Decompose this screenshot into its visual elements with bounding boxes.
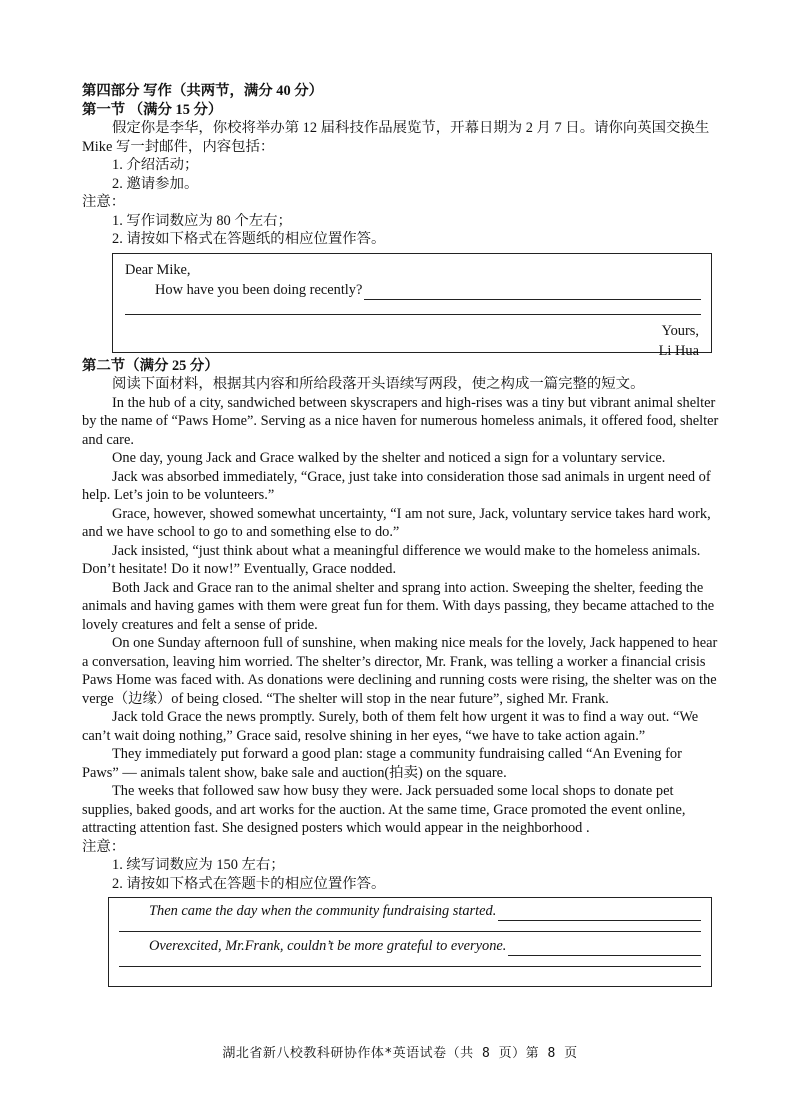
letter-blank-line[interactable]	[125, 300, 701, 315]
section1-point-1: 1. 介绍活动；	[112, 157, 199, 173]
section1-notice-2: 2. 请按如下格式在答题纸的相应位置作答。	[112, 231, 386, 247]
story-paragraph: Jack insisted, “just think about what a meaningful difference we would make to the homeless animals. Don’t hesitate! Do it now!” Eventually, Grace nodded.	[82, 542, 701, 577]
continuation-blank-line-2[interactable]	[119, 956, 701, 967]
letter-opener: How have you been doing recently?	[155, 281, 363, 298]
letter-opener-row	[125, 280, 701, 300]
letter-signature: Li Hua	[658, 342, 699, 359]
story-paragraph: They immediately put forward a good plan: stage a community fundraising called “An Evening for Paws” — animals talent show, bake sale and auction(拍卖) on the square.	[82, 746, 682, 781]
section2-notice-2: 2. 请按如下格式在答题卡的相应位置作答。	[112, 875, 386, 892]
story-paragraph: One day, young Jack and Grace walked by the shelter and noticed a sign for a voluntary service.	[112, 450, 666, 466]
continuation-opener-row-2	[119, 937, 701, 956]
section2-title: 第二节（满分 25 分）	[82, 357, 219, 374]
section1-title: 第一节 （满分 15 分）	[82, 101, 223, 118]
story-paragraph: In the hub of a city, sandwiched between skyscrapers and high-rises was a tiny but vibrant animal shelter by the name of “Paws Home”. Serving as a nice haven for numerous homeless animals, it offered food, shelter and care.	[82, 394, 719, 448]
section1-prompt: 假定你是李华，你校将举办第 12 届科技作品展览节，开幕日期为 2 月 7 日。请你向英国交换生 Mike 写一封邮件，内容包括：	[82, 120, 710, 155]
story-paragraph: Both Jack and Grace ran to the animal shelter and sprang into action. Sweeping the shelter, feeding the animals and having games with them were great fun for them. With days passing, they became attached to the lovely creatures and felt a sense of pride.	[82, 579, 715, 633]
letter-closing: Yours,	[661, 322, 699, 339]
exam-page	[82, 82, 722, 987]
part-title: 第四部分 写作（共两节，满分 40 分）	[82, 83, 324, 99]
continuation-opener-2: Overexcited, Mr.Frank, couldn’t be more grateful to everyone.	[149, 938, 507, 954]
section1-point-2: 2. 邀请参加。	[112, 175, 199, 192]
story-paragraph: Jack was absorbed immediately, “Grace, just take into consideration those sad animals in urgent need of help. Let’s join to be volunteers.”	[82, 468, 711, 503]
section1-notice-label: 注意：	[82, 194, 126, 210]
story-paragraph: Grace, however, showed somewhat uncertainty, “I am not sure, Jack, voluntary service takes hard work, and we have school to go to and something else to do.”	[82, 505, 711, 540]
continuation-opener-1: Then came the day when the community fundraising started.	[149, 903, 497, 919]
continuation-blank-line-1[interactable]	[119, 921, 701, 932]
letter-greeting: Dear Mike,	[125, 261, 191, 278]
section1-notice-1: 1. 写作词数应为 80 个左右；	[112, 212, 292, 229]
continuation-fill-line-2[interactable]	[508, 940, 701, 956]
section2-notice-label: 注意：	[82, 838, 126, 855]
section2-notice-1: 1. 续写词数应为 150 左右；	[112, 857, 285, 873]
story-paragraph: The weeks that followed saw how busy they were. Jack persuaded some local shops to donate pet supplies, baked goods, and art works for the auction. At the same time, Grace promoted the event online, attracting attention fast. She designed posters which would appear in the neighborhood .	[82, 783, 686, 836]
story-paragraph: On one Sunday afternoon full of sunshine, when making nice meals for the lovely, Jack happened to hear a conversation, leaving him worried. The shelter’s director, Mr. Frank, was telling a worker a financial crisis Paws Home was faced with. As donations were declining and running costs were rising, the shelter was on the verge（边缘）of being closed. “The shelter will stop in the near future”, sighed Mr. Frank.	[82, 635, 718, 707]
section2-prompt: 阅读下面材料，根据其内容和所给段落开头语续写两段，使之构成一篇完整的短文。	[112, 376, 645, 392]
continuation-answer-box	[108, 897, 712, 987]
continuation-opener-row-1	[119, 902, 701, 921]
story-paragraph: Jack told Grace the news promptly. Surely, both of them felt how urgent it was to find a way out. “We can’t wait doing nothing,” Grace said, resolve shining in her eyes, “we have to take action again.”	[82, 709, 699, 744]
letter-answer-box	[112, 253, 712, 359]
letter-fill-line[interactable]	[364, 284, 701, 300]
continuation-fill-line-1[interactable]	[498, 905, 701, 921]
page-footer: 湖北省新八校教科研协作体*英语试卷（共 8 页）第 8 页	[222, 1046, 578, 1061]
